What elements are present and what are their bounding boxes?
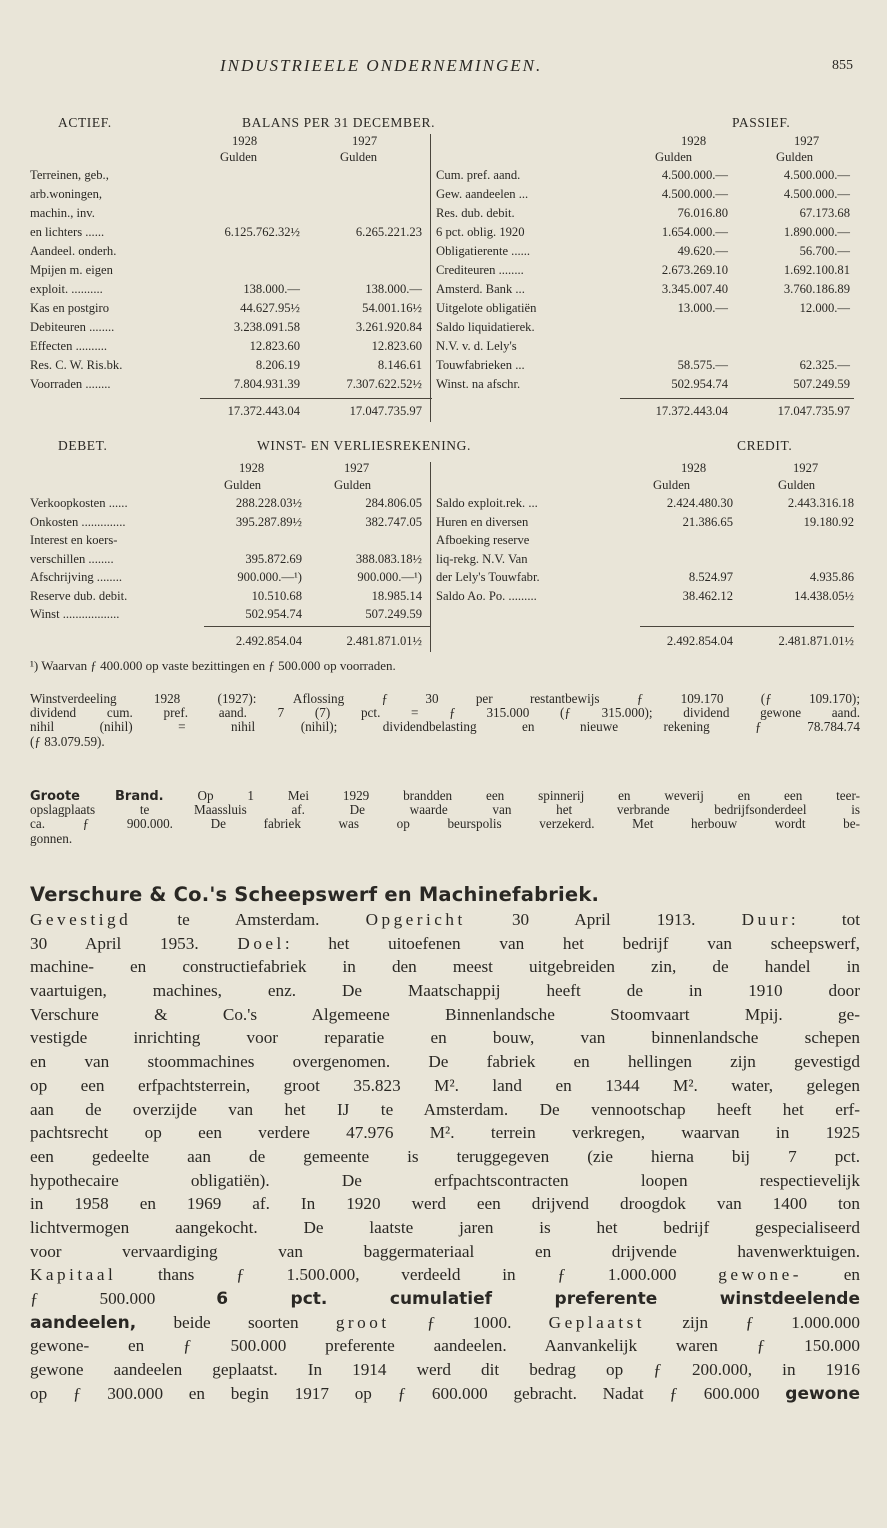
value-1927: 67.173.68 (799, 206, 850, 220)
text-run: beide soorten (136, 1312, 336, 1332)
total-rule (640, 626, 854, 627)
row-label: machin., inv. (30, 206, 95, 220)
value-1927: 6.265.221.23 (355, 225, 422, 239)
text-run: thans ƒ 1.500.000, verdeeld in ƒ 1.000.000 (116, 1265, 719, 1285)
value-1928: 502.954.74 (245, 607, 302, 621)
text-line (30, 932, 860, 956)
row-label: Mpijen m. eigen (30, 263, 113, 277)
total-rule (620, 398, 854, 399)
table-row (0, 263, 887, 278)
text-run: zijn ƒ 1.000.000 (645, 1312, 860, 1332)
balance-unit-row (0, 150, 887, 165)
value-1928: 8.206.19 (255, 358, 300, 372)
table-row (0, 570, 887, 585)
value-1927: 284.806.05 (365, 496, 422, 510)
value-1928: 12.823.60 (249, 339, 300, 353)
page-number: 855 (832, 58, 853, 73)
share-type-emphasis: gewone (785, 1383, 860, 1404)
value-1927: 19.180.92 (803, 514, 854, 529)
row-label: Cum. pref. aand. (436, 168, 521, 182)
row-label: Winst .................. (30, 607, 120, 621)
total-value: 17.372.443.04 (227, 404, 300, 418)
value-1927: 4.935.86 (809, 570, 854, 584)
text-line: (ƒ 83.079.59). (30, 733, 105, 749)
text-line: machine- en constructiefabriek in den meest uitgebreiden zin, de handel in (30, 957, 860, 977)
row-label: Aandeel. onderh. (30, 244, 117, 258)
year-label: 1928 (239, 461, 265, 475)
row-label: Res. C. W. Ris.bk. (30, 358, 123, 372)
row-label: Uitgelote obligatiën (436, 301, 537, 315)
value-1928: 7.804.931.39 (233, 377, 300, 391)
text-run: Op 1 Mei 1929 brandden een spinnerij en weverij en een teer- (197, 788, 860, 803)
value-1927: 507.249.59 (365, 607, 422, 621)
pnl-debet-label: DEBET. (58, 438, 108, 453)
field-label: Geplaatst (548, 1312, 646, 1332)
row-label: Terreinen, geb., (30, 168, 109, 182)
row-label: N.V. v. d. Lely's (436, 339, 517, 353)
unit-label: Gulden (778, 478, 816, 492)
text-line: vaartuigen, machines, enz. De Maatschappij heeft de in 1910 door (30, 981, 860, 1001)
value-1927: 62.325.— (799, 358, 850, 372)
value-1928: 6.125.762.32½ (224, 225, 300, 239)
text-line (30, 789, 860, 803)
total-value: 2.481.871.01½ (778, 634, 854, 648)
text-line (30, 1382, 860, 1406)
value-1928: 900.000.—¹) (237, 570, 302, 584)
value-1927: 382.747.05 (365, 514, 422, 529)
fire-notice-heading: Groote Brand. (30, 789, 164, 804)
text-run: : tot (790, 910, 860, 929)
row-label: liq-rekg. N.V. Van (436, 551, 528, 566)
table-row (0, 358, 887, 373)
year-label: 1928 (681, 461, 707, 475)
unit-label: Gulden (653, 478, 691, 492)
value-1927: 1.890.000.— (783, 225, 850, 239)
row-label: Res. dub. debit. (436, 206, 515, 220)
table-row (0, 225, 887, 240)
value-1928: 3.238.091.58 (233, 320, 300, 334)
field-label: Kapitaal (30, 1265, 117, 1285)
pnl-unit-row (0, 478, 887, 493)
value-1928: 10.510.68 (251, 588, 302, 603)
row-label: Saldo Ao. Po. ......... (436, 588, 537, 603)
value-1927: 54.001.16½ (362, 301, 422, 315)
year-label: 1927 (793, 461, 819, 475)
page-title: INDUSTRIEELE ONDERNEMINGEN. (220, 56, 543, 75)
balance-year-row (0, 134, 887, 149)
pnl-credit-label: CREDIT. (737, 438, 793, 453)
value-1928: 49.620.— (677, 244, 728, 258)
row-label: Huren en diversen (436, 514, 529, 529)
profit-distribution-paragraph (30, 692, 860, 749)
value-1928: 138.000.— (243, 282, 300, 296)
text-line: ca. ƒ 900.000. De fabriek was op beurspolis verzekerd. Met herbouw wordt be- (30, 816, 860, 832)
text-line: gonnen. (30, 830, 73, 846)
text-run: 30 April 1913. (465, 910, 742, 929)
row-label: Afschrijving ........ (30, 570, 122, 584)
row-label: Voorraden ........ (30, 377, 111, 391)
pnl-title: WINST- EN VERLIESREKENING. (257, 438, 471, 453)
value-1928: 44.627.95½ (240, 301, 300, 315)
row-label: en lichters ...... (30, 225, 105, 239)
text-line: gewone aandeelen geplaatst. In 1914 werd dit bedrag op ƒ 200.000, in 1916 (30, 1360, 860, 1380)
value-1928: 21.386.65 (682, 514, 733, 529)
table-row (0, 515, 887, 530)
balance-total-row (0, 404, 887, 419)
year-label: 1927 (352, 134, 378, 148)
text-line: voor vervaardiging van baggermateriaal en drijvende havenwerktuigen. (30, 1241, 860, 1261)
total-value: 17.047.735.97 (349, 404, 422, 418)
text-run: : het uitoefenen van het bedrijf van scheepswerf, (284, 933, 860, 953)
unit-label: Gulden (655, 150, 693, 164)
row-label: Onkosten .............. (30, 514, 126, 529)
field-label: groot (335, 1312, 390, 1332)
text-run: op ƒ 300.000 en begin 1917 op ƒ 600.000 gebracht. Nadat ƒ 600.000 (30, 1383, 786, 1403)
table-row (0, 320, 887, 335)
table-row (0, 496, 887, 511)
table-row (0, 533, 887, 548)
text-line: pachtsrecht op een verdere 47.976 M². terrein verkregen, waarvan in 1925 (30, 1123, 860, 1143)
row-label: Reserve dub. debit. (30, 588, 128, 603)
row-label: Effecten .......... (30, 339, 108, 353)
row-label: verschillen ........ (30, 551, 114, 566)
value-1928: 502.954.74 (671, 377, 728, 391)
row-label: Touwfabrieken ... (436, 358, 525, 372)
unit-label: Gulden (220, 150, 258, 164)
table-row (0, 282, 887, 297)
value-1927: 900.000.—¹) (357, 570, 422, 584)
text-line (30, 908, 860, 932)
share-type-emphasis: 6 pct. cumulatief preferente winstdeelende (216, 1289, 860, 1309)
value-1927: 4.500.000.— (783, 168, 850, 182)
row-label: Winst. na afschr. (436, 377, 521, 391)
unit-label: Gulden (224, 478, 262, 492)
text-line (30, 1311, 860, 1335)
value-1927: 4.500.000.— (783, 187, 850, 201)
value-1928: 13.000.— (677, 301, 728, 315)
row-label: Gew. aandeelen ... (436, 187, 529, 201)
balance-passief-label: PASSIEF. (732, 115, 791, 130)
row-label: Interest en koers- (30, 533, 118, 547)
text-line: nihil (nihil) = nihil (nihil); dividendbelasting en nieuwe rekening ƒ 78.784.74 (30, 719, 860, 735)
value-1927: 8.146.61 (377, 358, 422, 372)
column-divider (430, 462, 431, 652)
value-1927: 2.443.316.18 (787, 496, 854, 510)
value-1928: 395.872.69 (245, 551, 302, 566)
text-line: opslagplaats te Maassluis af. De waarde van het verbrande bedrijfsonderdeel is (30, 802, 860, 818)
value-1927: 3.261.920.84 (355, 320, 422, 334)
table-row (0, 339, 887, 354)
table-row (0, 589, 887, 604)
total-value: 2.492.854.04 (666, 634, 733, 648)
value-1927: 507.249.59 (793, 377, 850, 391)
row-label: Debiteuren ........ (30, 320, 115, 334)
value-1927: 388.083.18½ (355, 551, 422, 566)
text-line: in 1958 en 1969 af. In 1920 werd een drijvend droogdok van 1400 ton (30, 1194, 860, 1214)
field-label: Gevestigd (30, 910, 132, 929)
text-line: Verschure & Co.'s Algemeene Binnenlandsche Stoomvaart Mpij. ge- (30, 1004, 860, 1024)
row-label: 6 pct. oblig. 1920 (436, 225, 525, 239)
value-1928: 288.228.03½ (235, 496, 302, 510)
total-rule (200, 398, 432, 399)
column-divider (430, 134, 431, 422)
row-label: der Lely's Touwfabr. (436, 570, 540, 584)
year-label: 1927 (794, 134, 820, 148)
total-value: 2.492.854.04 (235, 634, 302, 648)
year-label: 1928 (232, 134, 258, 148)
total-rule (204, 626, 430, 627)
value-1928: 38.462.12 (682, 588, 733, 603)
value-1927: 7.307.622.52½ (346, 377, 422, 391)
field-label: gewone- (718, 1265, 802, 1285)
value-1927: 18.985.14 (371, 588, 422, 603)
value-1927: 56.700.— (799, 244, 850, 258)
table-row (0, 552, 887, 567)
value-1928: 395.287.89½ (235, 514, 302, 529)
value-1928: 2.424.480.30 (666, 496, 733, 510)
text-run: ƒ 500.000 (30, 1289, 217, 1308)
value-1928: 1.654.000.— (661, 225, 728, 239)
row-label: Afboeking reserve (436, 533, 530, 547)
total-value: 17.372.443.04 (655, 404, 728, 418)
balance-actief-label: ACTIEF. (58, 115, 112, 130)
value-1928: 8.524.97 (688, 570, 733, 584)
text-run: en (801, 1265, 860, 1285)
text-line: Winstverdeeling 1928 (1927): Aflossing ƒ 30 per restantbewijs ƒ 109.170 (ƒ 109.170); (30, 691, 860, 706)
unit-label: Gulden (340, 150, 378, 164)
year-label: 1928 (681, 134, 707, 148)
text-line: een gedeelte aan de gemeente is teruggegeven (zie hierna bij 7 pct. (30, 1146, 860, 1166)
field-label: Opgericht (365, 910, 466, 929)
company-description (30, 908, 860, 1405)
row-label: Saldo exploit.rek. ... (436, 496, 538, 510)
text-line: en van stoommachines overgenomen. De fabriek en hellingen zijn gevestigd (30, 1052, 860, 1072)
row-label: exploit. .......... (30, 282, 103, 296)
value-1927: 12.823.60 (371, 339, 422, 353)
share-type-emphasis: aandeelen, (30, 1312, 137, 1333)
text-line: hypothecaire obligatiën). De erfpachtscontracten loopen respectievelijk (30, 1170, 860, 1190)
row-label: Kas en postgiro (30, 301, 110, 315)
company-title: Verschure & Co.'s Scheepswerf en Machinefabriek. (30, 883, 600, 906)
table-row (0, 377, 887, 392)
text-line (30, 1263, 860, 1287)
table-row (0, 301, 887, 316)
value-1928: 58.575.— (677, 358, 728, 372)
field-label: Doel (237, 933, 285, 953)
running-head (0, 56, 887, 80)
value-1927: 3.760.186.89 (783, 282, 850, 296)
unit-label: Gulden (776, 150, 814, 164)
value-1928: 4.500.000.— (661, 168, 728, 182)
value-1927: 138.000.— (365, 282, 422, 296)
text-line: lichtvermogen aangekocht. De laatste jaren is het bedrijf gespecialiseerd (30, 1217, 860, 1237)
value-1927: 14.438.05½ (794, 588, 854, 603)
balance-title: BALANS PER 31 DECEMBER. (242, 115, 436, 130)
value-1928: 4.500.000.— (661, 187, 728, 201)
row-label: Amsterd. Bank ... (436, 282, 525, 296)
text-run: 30 April 1953. (30, 933, 238, 953)
footnote: ¹) Waarvan ƒ 400.000 op vaste bezittingen en ƒ 500.000 op voorraden. (30, 658, 396, 673)
row-label: Crediteuren ........ (436, 263, 524, 277)
row-label: arb.woningen, (30, 187, 103, 201)
total-value: 2.481.871.01½ (346, 634, 422, 648)
unit-label: Gulden (334, 478, 372, 492)
table-row (0, 187, 887, 202)
table-row (0, 244, 887, 259)
text-line: vestigde inrichting voor reparatie en bouw, van binnenlandsche schepen (30, 1028, 860, 1048)
table-row (0, 168, 887, 183)
value-1928: 3.345.007.40 (661, 282, 728, 296)
text-line: aan de overzijde van het IJ te Amsterdam. De vennootschap heeft het erf- (30, 1099, 860, 1119)
pnl-total-row (0, 634, 887, 649)
fire-notice-paragraph (30, 789, 860, 846)
row-label: Obligatierente ...... (436, 244, 531, 258)
year-label: 1927 (344, 461, 370, 475)
text-run: ƒ 1000. (389, 1312, 549, 1332)
table-row (0, 607, 887, 622)
text-line: dividend cum. pref. aand. 7 (7) pct. = ƒ 315.000 (ƒ 315.000); dividend gewone aand. (30, 705, 860, 721)
text-line (30, 1287, 860, 1311)
total-value: 17.047.735.97 (777, 404, 850, 418)
value-1927: 12.000.— (799, 301, 850, 315)
text-line: op een erfpachtsterrein, groot 35.823 M². land en 1344 M². water, gelegen (30, 1075, 860, 1095)
row-label: Saldo liquidatierek. (436, 320, 535, 334)
table-row (0, 206, 887, 221)
value-1927: 1.692.100.81 (783, 263, 850, 277)
pnl-year-row (0, 461, 887, 476)
text-run: te Amsterdam. (131, 910, 366, 929)
row-label: Verkoopkosten ...... (30, 496, 128, 510)
value-1928: 76.016.80 (677, 206, 728, 220)
value-1928: 2.673.269.10 (661, 263, 728, 277)
text-line: gewone- en ƒ 500.000 preferente aandeelen. Aanvankelijk waren ƒ 150.000 (30, 1336, 860, 1356)
field-label: Duur (741, 910, 791, 929)
